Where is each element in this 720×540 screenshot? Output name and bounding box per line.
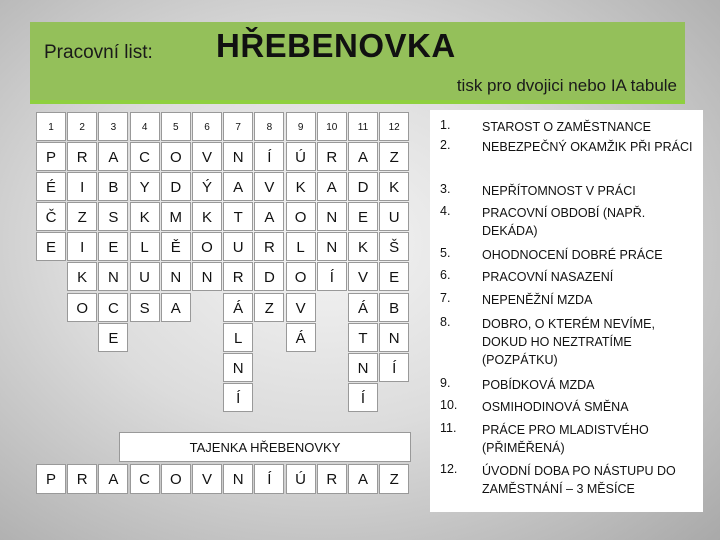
clue-number: 8.: [440, 315, 451, 329]
grid-cell: R: [223, 262, 253, 291]
grid-cell: Á: [286, 323, 316, 352]
grid-cell: A: [161, 293, 191, 322]
grid-cell: N: [223, 353, 253, 382]
page-title: HŘEBENOVKA: [216, 27, 456, 64]
clue-number: 2.: [440, 138, 451, 152]
grid-cell: O: [286, 202, 316, 231]
grid-cell: A: [317, 172, 347, 201]
column-number: 5: [161, 112, 191, 141]
grid-cell: N: [317, 232, 347, 261]
grid-cell: E: [379, 262, 409, 291]
grid-cell: B: [98, 172, 128, 201]
solution-cell: P: [36, 464, 66, 494]
grid-cell: O: [161, 142, 191, 171]
column-number: 11: [348, 112, 378, 141]
grid-cell: N: [98, 262, 128, 291]
clue-number: 1.: [440, 118, 451, 132]
grid-cell: U: [130, 262, 160, 291]
solution-cell: R: [317, 464, 347, 494]
column-number: 3: [98, 112, 128, 141]
clue-text: PRACOVNÍ OBDOBÍ (NAPŘ. DEKÁDA): [482, 206, 646, 238]
solution-cell: Ú: [286, 464, 316, 494]
column-number: 2: [67, 112, 97, 141]
clue-number: 7.: [440, 291, 451, 305]
clue-text: OSMIHODINOVÁ SMĚNA: [482, 400, 629, 414]
grid-cell: E: [348, 202, 378, 231]
solution-cell: R: [67, 464, 97, 494]
grid-cell: L: [223, 323, 253, 352]
grid-cell: Í: [379, 353, 409, 382]
clue-text: PRÁCE PRO MLADISTVÉHO (PŘIMĚŘENÁ): [482, 423, 649, 455]
page-subtitle: tisk pro dvojici nebo IA tabule: [456, 76, 677, 95]
grid-cell: R: [254, 232, 284, 261]
grid-cell: K: [348, 232, 378, 261]
grid-cell: R: [317, 142, 347, 171]
grid-cell: D: [161, 172, 191, 201]
grid-cell: E: [36, 232, 66, 261]
solution-area: [36, 432, 411, 494]
grid-cell: T: [348, 323, 378, 352]
grid-cell: Y: [130, 172, 160, 201]
grid-cell: K: [67, 262, 97, 291]
grid-cell: K: [192, 202, 222, 231]
column-number: 1: [36, 112, 66, 141]
column-number: 6: [192, 112, 222, 141]
grid-cell: N: [317, 202, 347, 231]
grid-cell: A: [98, 142, 128, 171]
column-number: 10: [317, 112, 347, 141]
grid-cell: O: [286, 262, 316, 291]
grid-cell: M: [161, 202, 191, 231]
grid-cell: Z: [379, 142, 409, 171]
grid-cell: P: [36, 142, 66, 171]
grid-cell: É: [36, 172, 66, 201]
solution-cell: Z: [379, 464, 409, 494]
clue-text: OHODNOCENÍ DOBRÉ PRÁCE: [482, 248, 663, 262]
grid-cell: Í: [348, 383, 378, 412]
clue-number: 9.: [440, 376, 451, 390]
clue-number: 5.: [440, 246, 451, 260]
grid-cell: Í: [317, 262, 347, 291]
solution-cell: N: [223, 464, 253, 494]
grid-cell: D: [348, 172, 378, 201]
grid-cell: N: [223, 142, 253, 171]
column-number: 12: [379, 112, 409, 141]
grid-cell: O: [192, 232, 222, 261]
grid-cell: I: [67, 232, 97, 261]
grid-cell: Z: [254, 293, 284, 322]
column-number: 9: [286, 112, 316, 141]
grid-cell: K: [286, 172, 316, 201]
clue-text: NEPŘÍTOMNOST V PRÁCI: [482, 184, 636, 198]
worksheet-label: Pracovní list:: [44, 42, 153, 63]
grid-cell: N: [379, 323, 409, 352]
grid-cell: E: [98, 232, 128, 261]
grid-cell: U: [223, 232, 253, 261]
clue-text: NEPENĚŽNÍ MZDA: [482, 293, 593, 307]
grid-cell: R: [67, 142, 97, 171]
clue-text: NEBEZPEČNÝ OKAMŽIK PŘI PRÁCI: [482, 140, 693, 154]
clue-number: 12.: [440, 462, 458, 476]
grid-cell: Ý: [192, 172, 222, 201]
clue-text: STAROST O ZAMĚSTNANCE: [482, 120, 652, 134]
clue-number: 3.: [440, 182, 451, 196]
grid-cell: Í: [254, 142, 284, 171]
clue-text: DOBRO, O KTERÉM NEVÍME, DOKUD HO NEZTRATÍME (POZPÁTKU): [482, 317, 655, 367]
column-number: 4: [130, 112, 160, 141]
clue-number: 4.: [440, 204, 451, 218]
clue-number: 11.: [440, 421, 457, 435]
grid-cell: A: [223, 172, 253, 201]
grid-cell: Z: [67, 202, 97, 231]
grid-cell: A: [254, 202, 284, 231]
solution-title: TAJENKA HŘEBENOVKY: [189, 440, 341, 455]
solution-cell: O: [161, 464, 191, 494]
grid-cell: Č: [36, 202, 66, 231]
grid-cell: D: [254, 262, 284, 291]
grid-cell: Á: [223, 293, 253, 322]
grid-cell: C: [130, 142, 160, 171]
grid-cell: Í: [223, 383, 253, 412]
grid-cell: E: [98, 323, 128, 352]
grid-cell: N: [348, 353, 378, 382]
grid-cell: K: [130, 202, 160, 231]
grid-cell: V: [348, 262, 378, 291]
grid-cell: I: [67, 172, 97, 201]
grid-cell: C: [98, 293, 128, 322]
clue-text: ÚVODNÍ DOBA PO NÁSTUPU DO ZAMĚSTNÁNÍ – 3 MĚSÍCE: [482, 464, 676, 496]
grid-cell: B: [379, 293, 409, 322]
title-banner: [30, 22, 685, 104]
solution-cell: V: [192, 464, 222, 494]
grid-cell: K: [379, 172, 409, 201]
grid-cell: V: [254, 172, 284, 201]
solution-cell: Í: [254, 464, 284, 494]
solution-cell: A: [98, 464, 128, 494]
grid-cell: T: [223, 202, 253, 231]
grid-cell: O: [67, 293, 97, 322]
grid-cell: U: [379, 202, 409, 231]
column-number: 7: [223, 112, 253, 141]
grid-cell: Ě: [161, 232, 191, 261]
solution-cell: A: [348, 464, 378, 494]
grid-cell: A: [348, 142, 378, 171]
grid-cell: Š: [379, 232, 409, 261]
solution-title-box: [119, 432, 411, 462]
clue-list: [430, 110, 703, 512]
grid-cell: L: [130, 232, 160, 261]
clue-text: PRACOVNÍ NASAZENÍ: [482, 270, 614, 284]
clue-number: 10.: [440, 398, 458, 412]
grid-cell: S: [130, 293, 160, 322]
grid-cell: V: [286, 293, 316, 322]
column-number: 8: [254, 112, 284, 141]
clue-text: POBÍDKOVÁ MZDA: [482, 378, 595, 392]
grid-cell: L: [286, 232, 316, 261]
grid-cell: N: [161, 262, 191, 291]
grid-cell: N: [192, 262, 222, 291]
solution-cell: C: [130, 464, 160, 494]
grid-cell: Ú: [286, 142, 316, 171]
clue-number: 6.: [440, 268, 451, 282]
grid-cell: S: [98, 202, 128, 231]
grid-cell: V: [192, 142, 222, 171]
grid-cell: Á: [348, 293, 378, 322]
